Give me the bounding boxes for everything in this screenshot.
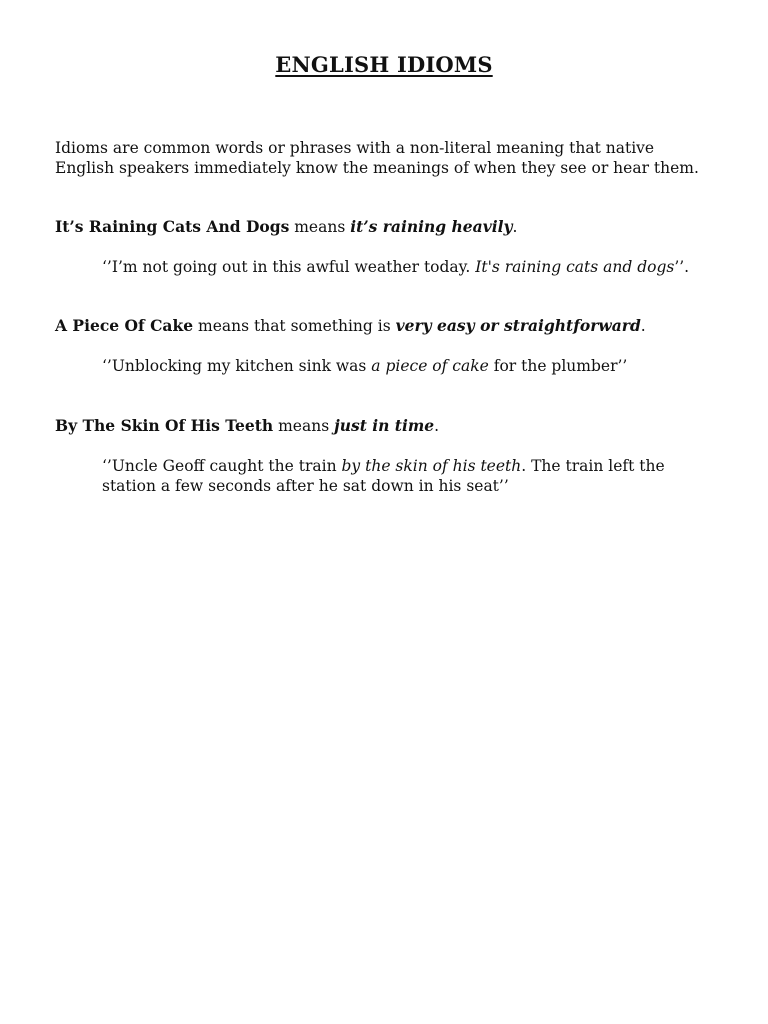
idiom-example [102, 356, 712, 376]
example-idiom: a piece of cake [371, 357, 489, 375]
example-text-before: ‘’I’m not going out in this awful weather today. [102, 258, 476, 276]
example-text-before: ‘’Unblocking my kitchen sink was [102, 357, 372, 375]
idiom-example [102, 456, 712, 496]
example-text-after: . The train left the station a few seconds after he sat down in his seat’’ [102, 457, 665, 495]
idiom-term: It’s Raining Cats And Dogs [55, 217, 290, 236]
idiom-term: By The Skin Of His Teeth [55, 416, 274, 435]
example-idiom: by the skin of his teeth [341, 457, 522, 475]
idiom-connector: means that something is [193, 317, 396, 335]
idiom-term: A Piece Of Cake [55, 316, 194, 335]
example-text-after: ’’. [674, 258, 690, 276]
idiom-meaning: very easy or straightforward [395, 316, 641, 335]
idiom-end: . [512, 218, 518, 236]
example-text-before: ‘’Uncle Geoff caught the train [102, 457, 342, 475]
idiom-meaning: just in time [334, 416, 435, 435]
example-idiom: It's raining cats and dogs [475, 258, 675, 276]
idiom-connector: means [289, 218, 351, 236]
idiom-connector: means [273, 417, 335, 435]
intro-paragraph: Idioms are common words or phrases with a non-literal meaning that native English speakers immediately know the meanings of when they see or hear them. [55, 139, 699, 177]
idiom-example [102, 257, 712, 277]
idiom-definition [55, 416, 439, 436]
idiom-end: . [434, 417, 440, 435]
idiom-definition [55, 316, 646, 336]
document-title: ENGLISH IDIOMS [275, 52, 493, 77]
example-text-after: for the plumber’’ [488, 357, 628, 375]
idiom-meaning: it’s raining heavily [350, 217, 513, 236]
idiom-end: . [640, 317, 646, 335]
idiom-definition [55, 217, 517, 237]
